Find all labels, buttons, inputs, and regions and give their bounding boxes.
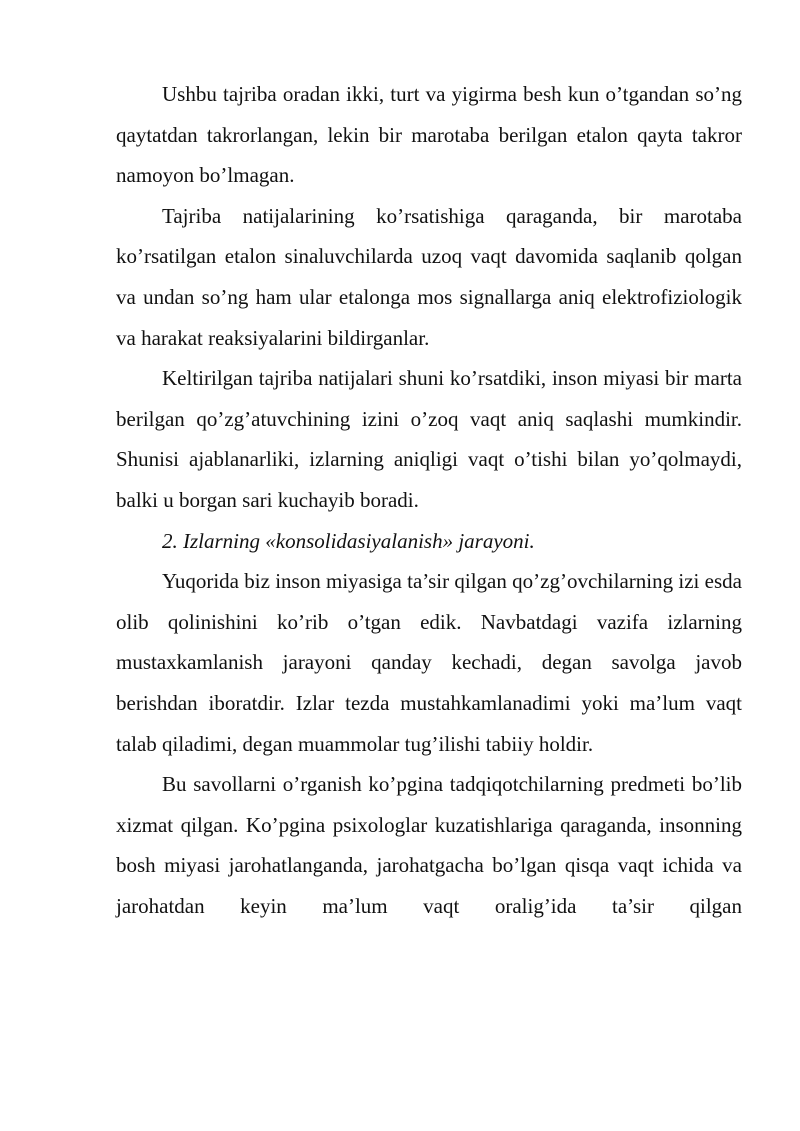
paragraph-experiment-results: Tajriba natijalarining ko’rsatishiga qaraganda, bir marotaba ko’rsatilgan etalon sinaluvchilarda uzoq vaqt davomida saqlanib qolgan va undan so’ng ham ular etalonga mos signallarga aniq elektrofiziologik va harakat reaksiyalarini bildirganlar.: [116, 203, 742, 350]
section-heading-consolidation: 2. Izlarning «konsolidasiyalanish» jarayoni.: [162, 528, 535, 553]
paragraph-brain-traces: Keltirilgan tajriba natijalari shuni ko’rsatdiki, inson miyasi bir marta berilgan qo’zg’atuvchining izini o’zoq vaqt aniq saqlashi mumkindir. Shunisi ajablanarliki, izlarning aniqligi vaqt o’tishi bilan yo’qolmaydi, balki u borgan sari kuchayib boradi.: [116, 366, 742, 512]
paragraph-research-subject: Bu savollarni o’rganish ko’pgina tadqiqotchilarning predmeti bo’lib xizmat qilgan. Ko’pgina psixologlar kuzatishlariga qaraganda, insonning bosh miyasi jarohatlanganda, jarohatgacha bo’lgan qisqa vaqt ichida va jarohatdan keyin ma’lum vaqt oralig’ida ta’sir qilgan: [116, 772, 742, 918]
document-page: [116, 74, 742, 926]
paragraph-experiment-repeat: Ushbu tajriba oradan ikki, turt va yigirma besh kun o’tgandan so’ng qaytatdan takrorlangan, lekin bir marotaba berilgan etalon qayta takror namoyon bo’lmagan.: [116, 82, 742, 188]
paragraph-consolidation-question: Yuqorida biz inson miyasiga ta’sir qilgan qo’zg’ovchilarning izi esda olib qolinishini ko’rib o’tgan edik. Navbatdagi vazifa izlarning mustaxkamlanish jarayoni qanday kechadi, degan savolga javob berishdan iboratdir. Izlar tezda mustahkamlanadimi yoki ma’lum vaqt talab qiladimi, degan muammolar tug’ilishi tabiiy holdir.: [116, 569, 742, 756]
